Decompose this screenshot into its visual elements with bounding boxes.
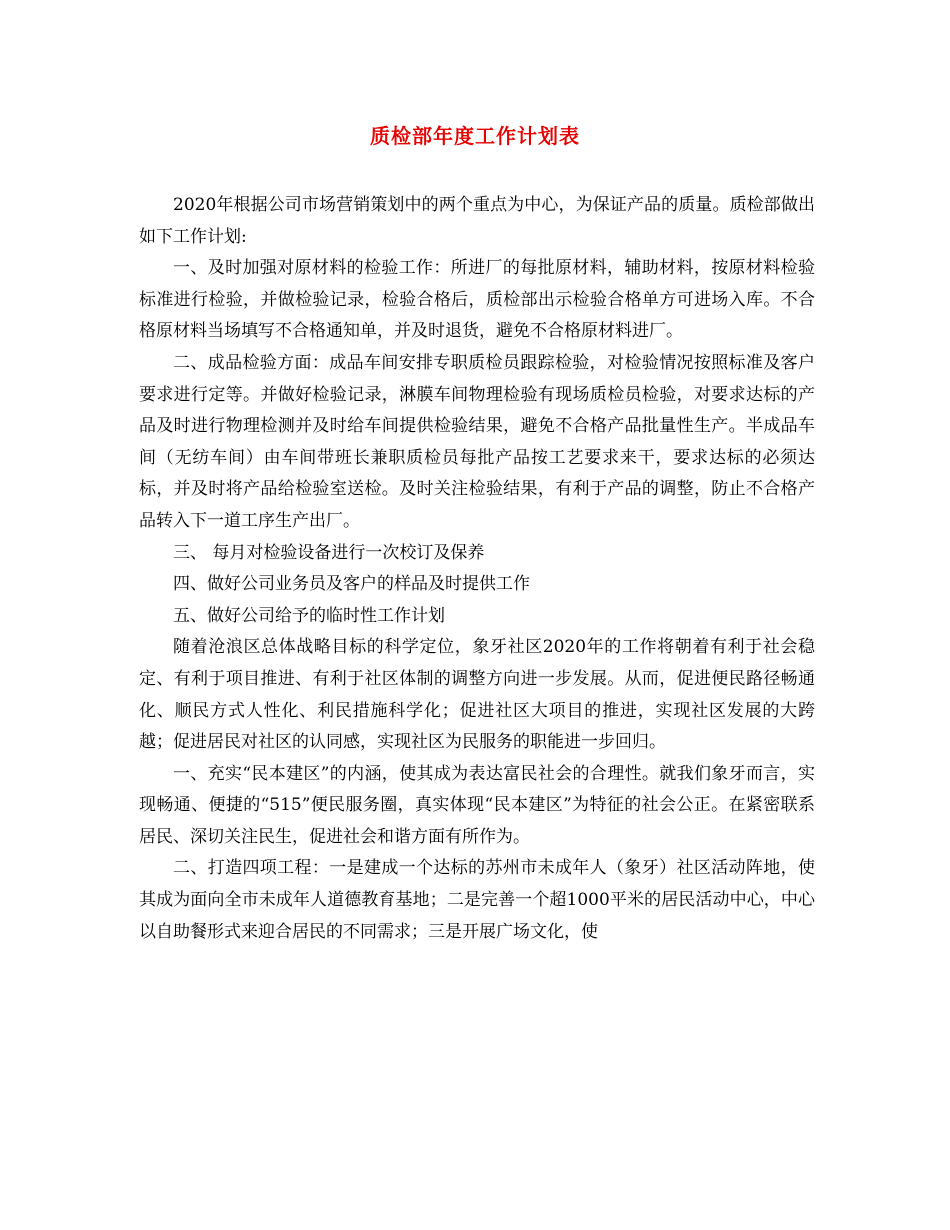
paragraph-community-strategy: 随着沧浪区总体战略目标的科学定位，象牙社区2020年的工作将朝着有利于社会稳定、有利于项目推进、有利于社区体制的调整方向进一步发展。从而，促进便民路径畅通化、顺民方式人性化、利民措施科学化；促进社区大项目的推进，实现社区发展的大跨越；促进居民对社区的认同感，实现社区为民服务的职能进一步回归。	[139, 637, 815, 753]
paragraph-four-projects: 二、打造四项工程：一是建成一个达标的苏州市未成年人（象牙）社区活动阵地，使其成为面向全市未成年人道德教育基地；二是完善一个超1000平米的居民活动中心，中心以自助餐形式来迎合居民的不同需求；三是开展广场文化，使	[139, 858, 815, 942]
paragraph-temporary-work: 五、做好公司给予的临时性工作计划	[173, 605, 445, 626]
paragraph-samples: 四、做好公司业务员及客户的样品及时提供工作	[173, 574, 530, 595]
paragraph-product-inspection: 二、成品检验方面：成品车间安排专职质检员跟踪检验，对检验情况按照标准及客户要求进行定等。并做好检验记录，淋膜车间物理检验有现场质检员检验，对要求达标的产品及时进行物理检测并及时给车间提供检验结果，避免不合格产品批量性生产。半成品车间（无纺车间）由车间带班长兼职质检员每批产品按工艺要求来干，要求达标的必须达标，并及时将产品给检验室送检。及时关注检验结果，有利于产品的调整，防止不合格产品转入下一道工序生产出厂。	[139, 352, 815, 531]
paragraph-intro: 2020年根据公司市场营销策划中的两个重点为中心，为保证产品的质量。质检部做出如下工作计划:	[139, 195, 815, 247]
document-title: 质检部年度工作计划表	[370, 124, 580, 148]
paragraph-people-oriented: 一、充实“民本建区”的内涵，使其成为表达富民社会的合理性。就我们象牙而言，实现畅通、便捷的“515”便民服务圈，真实体现“民本建区”为特征的社会公正。在紧密联系居民、深切关注民生，促进社会和谐方面有所作为。	[139, 763, 815, 847]
document-body	[139, 190, 815, 948]
paragraph-equipment: 三、 每月对检验设备进行一次校订及保养	[173, 542, 485, 563]
paragraph-raw-material: 一、及时加强对原材料的检验工作：所进厂的每批原材料，辅助材料，按原材料检验标准进行检验，并做检验记录，检验合格后，质检部出示检验合格单方可进场入库。不合格原材料当场填写不合格通知单，并及时退货，避免不合格原材料进厂。	[139, 258, 815, 342]
